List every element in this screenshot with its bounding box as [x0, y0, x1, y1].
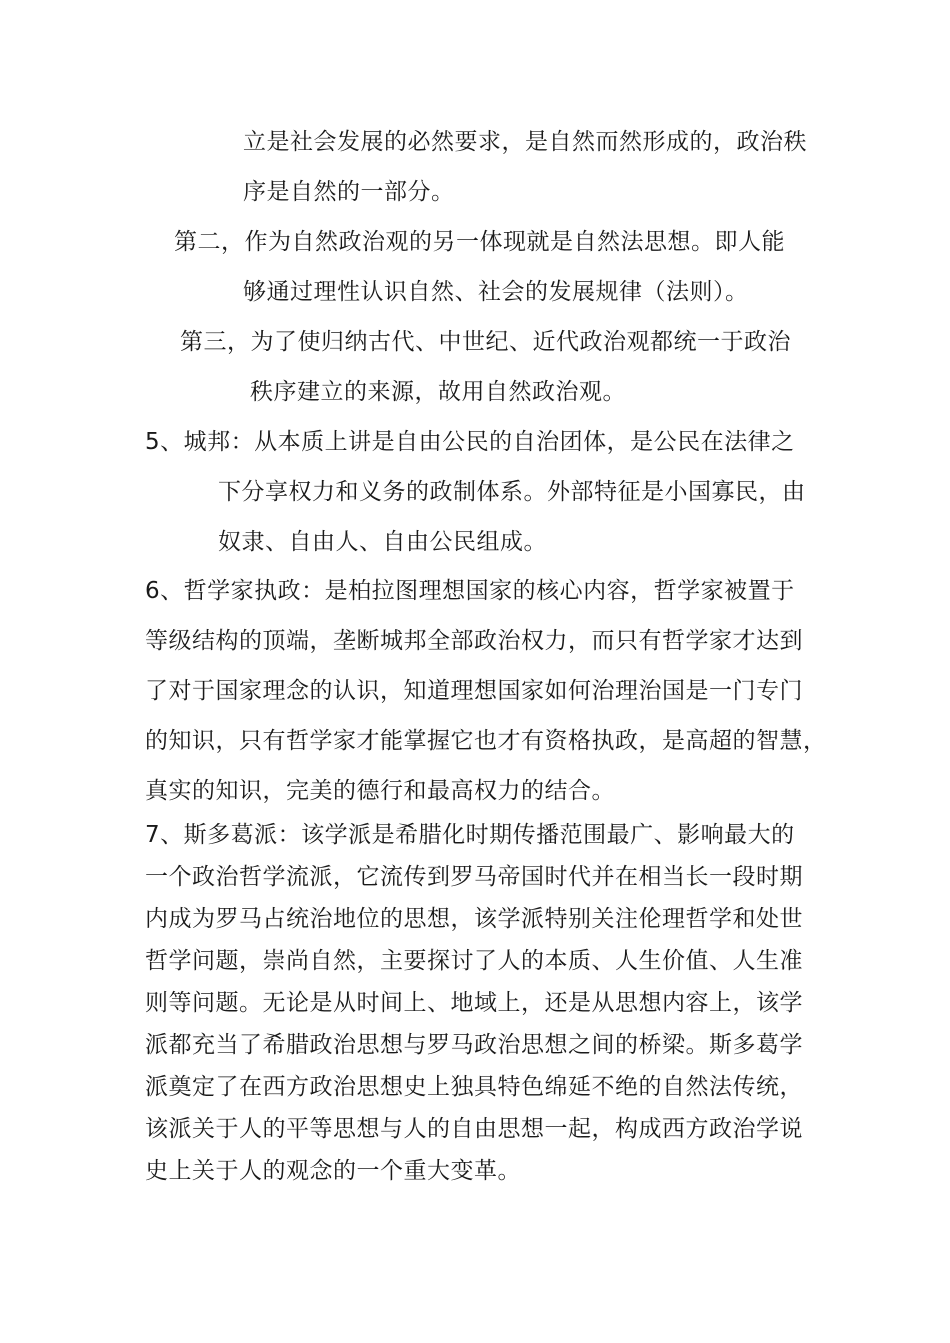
paragraph-line: 秩序建立的来源，故用自然政治观。 — [250, 379, 626, 405]
paragraph-line: 下分享权力和义务的政制体系。外部特征是小国寡民，由 — [218, 479, 806, 505]
paragraph-line: 第三，为了使归纳古代、中世纪、近代政治观都统一于政治 — [180, 329, 791, 355]
paragraph-line: 7、斯多葛派：该学派是希腊化时期传播范围最广、影响最大的 — [145, 822, 795, 848]
paragraph-line: 6、哲学家执政：是柏拉图理想国家的核心内容，哲学家被置于 — [145, 578, 795, 604]
paragraph-line: 该派关于人的平等思想与人的自由思想一起，构成西方政治学说 — [145, 1116, 803, 1142]
paragraph-line: 够通过理性认识自然、社会的发展规律（法则）。 — [243, 279, 749, 305]
paragraph-line: 派奠定了在西方政治思想史上独具特色绵延不绝的自然法传统， — [145, 1074, 803, 1100]
paragraph-line: 派都充当了希腊政治思想与罗马政治思想之间的桥梁。斯多葛学 — [145, 1032, 803, 1058]
paragraph-line: 一个政治哲学流派，它流传到罗马帝国时代并在相当长一段时期 — [145, 864, 803, 890]
paragraph-line: 的知识，只有哲学家才能掌握它也才有资格执政，是高超的智慧， — [145, 728, 827, 754]
paragraph-line: 则等问题。无论是从时间上、地域上，还是从思想内容上，该学 — [145, 990, 803, 1016]
paragraph-line: 史上关于人的观念的一个重大变革。 — [145, 1158, 521, 1184]
paragraph-line: 真实的知识，完美的德行和最高权力的结合。 — [145, 778, 615, 804]
paragraph-line: 等级结构的顶端，垄断城邦全部政治权力，而只有哲学家才达到 — [145, 628, 803, 654]
paragraph-line: 奴隶、自由人、自由公民组成。 — [218, 529, 547, 555]
paragraph-line: 序是自然的一部分。 — [243, 179, 455, 205]
paragraph-line: 5、城邦：从本质上讲是自由公民的自治团体，是公民在法律之 — [145, 429, 795, 455]
paragraph-line: 了对于国家理念的认识，知道理想国家如何治理治国是一门专门 — [145, 678, 803, 704]
paragraph-line: 哲学问题，崇尚自然，主要探讨了人的本质、人生价值、人生准 — [145, 948, 803, 974]
paragraph-line: 内成为罗马占统治地位的思想，该学派特别关注伦理哲学和处世 — [145, 906, 803, 932]
paragraph-line: 第二，作为自然政治观的另一体现就是自然法思想。即人能 — [174, 229, 785, 255]
paragraph-line: 立是社会发展的必然要求，是自然而然形成的，政治秩 — [243, 129, 807, 155]
